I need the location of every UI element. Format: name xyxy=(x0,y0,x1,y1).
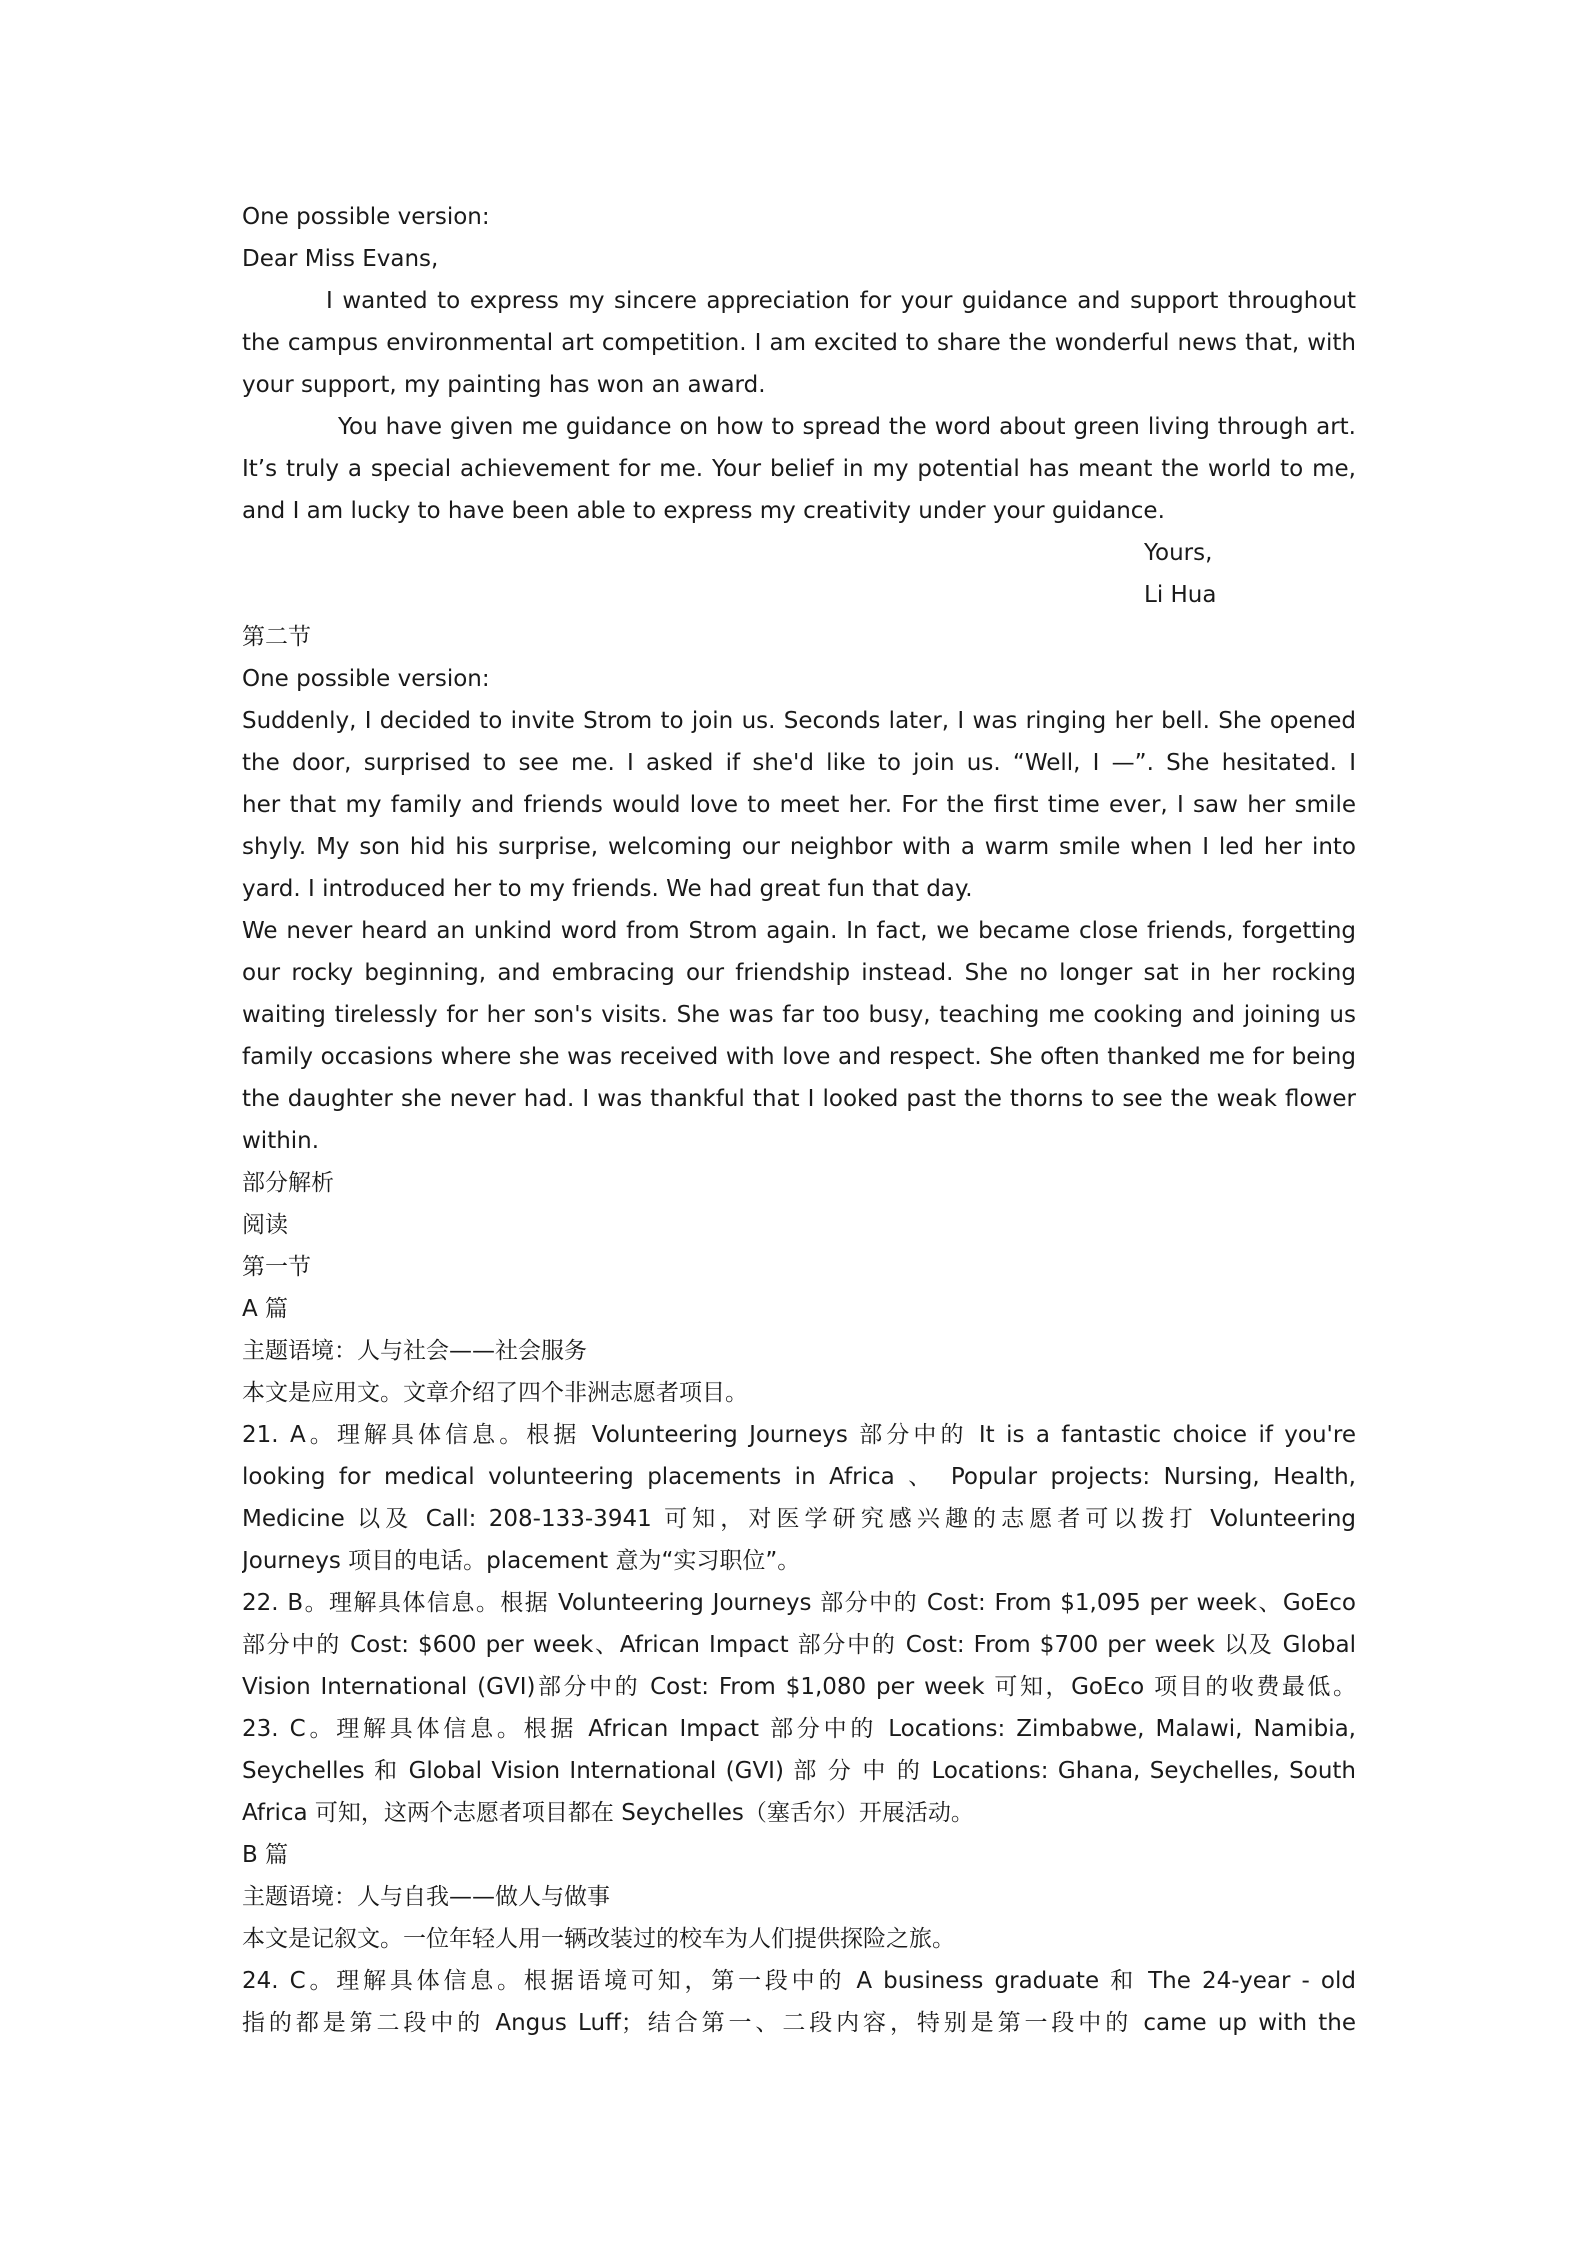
story-paragraph-line: yard. I introduced her to my friends. We had great fun that day. xyxy=(242,876,973,902)
story-paragraph-line: the daughter she never had. I was thankful that I looked past the thorns to see the weak flower xyxy=(242,1086,1356,1112)
section-heading: One possible version: xyxy=(242,666,490,692)
answer-explanation-line: Seychelles 和 Global Vision International (GVI) 部 分 中 的 Locations: Ghana, Seychelles, South xyxy=(242,1758,1356,1784)
answer-explanation-line: 24. C。理解具体信息。根据语境可知，第一段中的 A business graduate 和 The 24-year - old xyxy=(242,1968,1356,1994)
story-paragraph-line: within. xyxy=(242,1128,320,1154)
section-heading: 部分解析 xyxy=(242,1170,334,1196)
story-paragraph-line: family occasions where she was received with love and respect. She often thanked me for being xyxy=(242,1044,1356,1070)
document-page xyxy=(242,196,1356,2044)
letter-paragraph-line: I wanted to express my sincere appreciation for your guidance and support throughout xyxy=(326,288,1356,314)
passage-heading: B 篇 xyxy=(242,1842,289,1868)
passage-summary: 本文是记叙文。一位年轻人用一辆改装过的校车为人们提供探险之旅。 xyxy=(242,1926,955,1952)
answer-explanation-line: Vision International (GVI)部分中的 Cost: From $1,080 per week 可知，GoEco 项目的收费最低。 xyxy=(242,1674,1356,1700)
passage-heading: A 篇 xyxy=(242,1296,289,1322)
section-heading: 第二节 xyxy=(242,624,311,650)
letter-paragraph-line: It’s truly a special achievement for me. Your belief in my potential has meant the world to me, xyxy=(242,456,1356,482)
story-paragraph-line: the door, surprised to see me. I asked if she'd like to join us. “Well, I —”. She hesitated. I xyxy=(242,750,1356,776)
answer-explanation-line: 22. B。理解具体信息。根据 Volunteering Journeys 部分中的 Cost: From $1,095 per week、GoEco xyxy=(242,1590,1356,1616)
answer-explanation-line: Medicine 以及 Call: 208-133-3941 可知，对医学研究感兴趣的志愿者可以拨打 Volunteering xyxy=(242,1506,1356,1532)
passage-summary: 本文是应用文。文章介绍了四个非洲志愿者项目。 xyxy=(242,1380,748,1406)
answer-explanation-line: Africa 可知，这两个志愿者项目都在 Seychelles（塞舌尔）开展活动。 xyxy=(242,1800,974,1826)
story-paragraph-line: her that my family and friends would love to meet her. For the first time ever, I saw her smile xyxy=(242,792,1356,818)
letter-salutation: Dear Miss Evans, xyxy=(242,246,439,272)
letter-paragraph-line: the campus environmental art competition. I am excited to share the wonderful news that, with xyxy=(242,330,1356,356)
story-paragraph-line: our rocky beginning, and embracing our friendship instead. She no longer sat in her rocking xyxy=(242,960,1356,986)
letter-signature: Li Hua xyxy=(1144,582,1217,608)
story-paragraph-line: waiting tirelessly for her son's visits. She was far too busy, teaching me cooking and joining us xyxy=(242,1002,1356,1028)
story-paragraph-line: We never heard an unkind word from Strom again. In fact, we became close friends, forgetting xyxy=(242,918,1356,944)
story-paragraph-line: Suddenly, I decided to invite Strom to join us. Seconds later, I was ringing her bell. She opened xyxy=(242,708,1356,734)
answer-explanation-line: 23. C。理解具体信息。根据 African Impact 部分中的 Locations: Zimbabwe, Malawi, Namibia, xyxy=(242,1716,1356,1742)
answer-explanation-line: looking for medical volunteering placements in Africa 、 Popular projects: Nursing, Health, xyxy=(242,1464,1356,1490)
letter-paragraph-line: and I am lucky to have been able to express my creativity under your guidance. xyxy=(242,498,1165,524)
answer-explanation-line: 指的都是第二段中的 Angus Luff；结合第一、二段内容，特别是第一段中的 came up with the xyxy=(242,2010,1356,2036)
section-heading: 阅读 xyxy=(242,1212,288,1238)
answer-explanation-line: 21. A。理解具体信息。根据 Volunteering Journeys 部分中的 It is a fantastic choice if you're xyxy=(242,1422,1356,1448)
theme-context: 主题语境：人与社会——社会服务 xyxy=(242,1338,587,1364)
letter-closing: Yours, xyxy=(1144,540,1213,566)
answer-explanation-line: Journeys 项目的电话。placement 意为“实习职位”。 xyxy=(242,1548,801,1574)
section-heading: One possible version: xyxy=(242,204,490,230)
letter-paragraph-line: your support, my painting has won an award. xyxy=(242,372,766,398)
letter-paragraph-line: You have given me guidance on how to spread the word about green living through art. xyxy=(338,414,1356,440)
answer-explanation-line: 部分中的 Cost: $600 per week、African Impact 部分中的 Cost: From $700 per week 以及 Global xyxy=(242,1632,1356,1658)
theme-context: 主题语境：人与自我——做人与做事 xyxy=(242,1884,610,1910)
story-paragraph-line: shyly. My son hid his surprise, welcoming our neighbor with a warm smile when I led her into xyxy=(242,834,1356,860)
section-heading: 第一节 xyxy=(242,1254,311,1280)
